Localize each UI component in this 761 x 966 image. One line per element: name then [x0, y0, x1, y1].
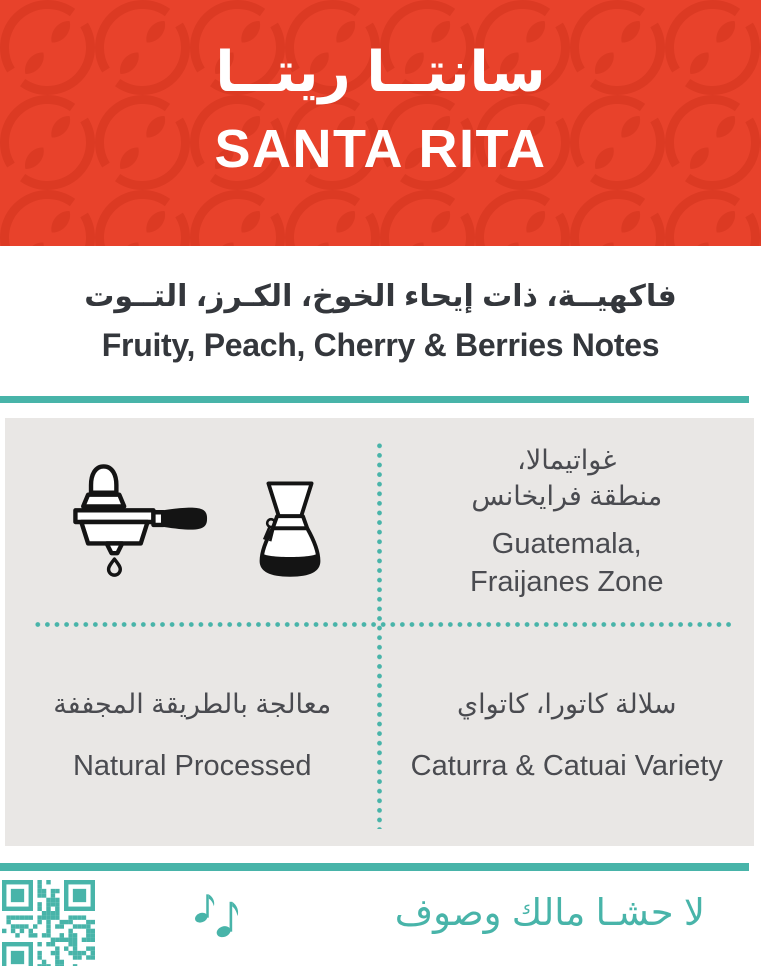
cell-variety: [380, 625, 755, 846]
header-banner: [0, 0, 761, 246]
brand-title-arabic: سانتــا ريتــا: [215, 40, 546, 103]
chemex-pourover-icon: [249, 480, 331, 580]
origin-english-line1: Guatemala,: [491, 528, 642, 561]
cell-origin: [380, 418, 755, 625]
variety-english: Caturra & Catuai Variety: [410, 750, 723, 783]
qr-code: [2, 880, 95, 966]
dotted-divider-vertical: [377, 441, 382, 829]
tasting-notes-section: [0, 246, 761, 367]
brand-title-english: SANTA RITA: [214, 119, 547, 180]
music-notes-icon: [190, 884, 246, 942]
teal-divider-bottom: [0, 863, 749, 871]
tasting-notes-arabic: فاكهيــة، ذات إيحاء الخوخ، الكـرز، التــوت: [84, 280, 677, 313]
origin-english-line2: Fraijanes Zone: [470, 566, 664, 599]
variety-arabic: سلالة كاتورا، كاتواي: [457, 688, 677, 719]
origin-arabic-line2: منطقة فرايخانس: [471, 481, 663, 511]
dotted-divider-horizontal: [33, 622, 732, 627]
espresso-portafilter-icon: [53, 462, 209, 582]
process-arabic: معالجة بالطريقة المجففة: [53, 688, 332, 719]
footer: [0, 871, 761, 964]
cell-brew-methods: [5, 418, 380, 625]
process-english: Natural Processed: [72, 750, 312, 783]
info-panel: [5, 418, 754, 846]
teal-divider-top: [0, 396, 749, 403]
origin-arabic-line1: غواتيمالا،: [517, 444, 617, 475]
cell-process: [5, 625, 380, 846]
tasting-notes-english: Fruity, Peach, Cherry & Berries Notes: [101, 327, 660, 363]
footer-tagline-arabic: لا حشـا مالك وصوف: [394, 892, 705, 934]
